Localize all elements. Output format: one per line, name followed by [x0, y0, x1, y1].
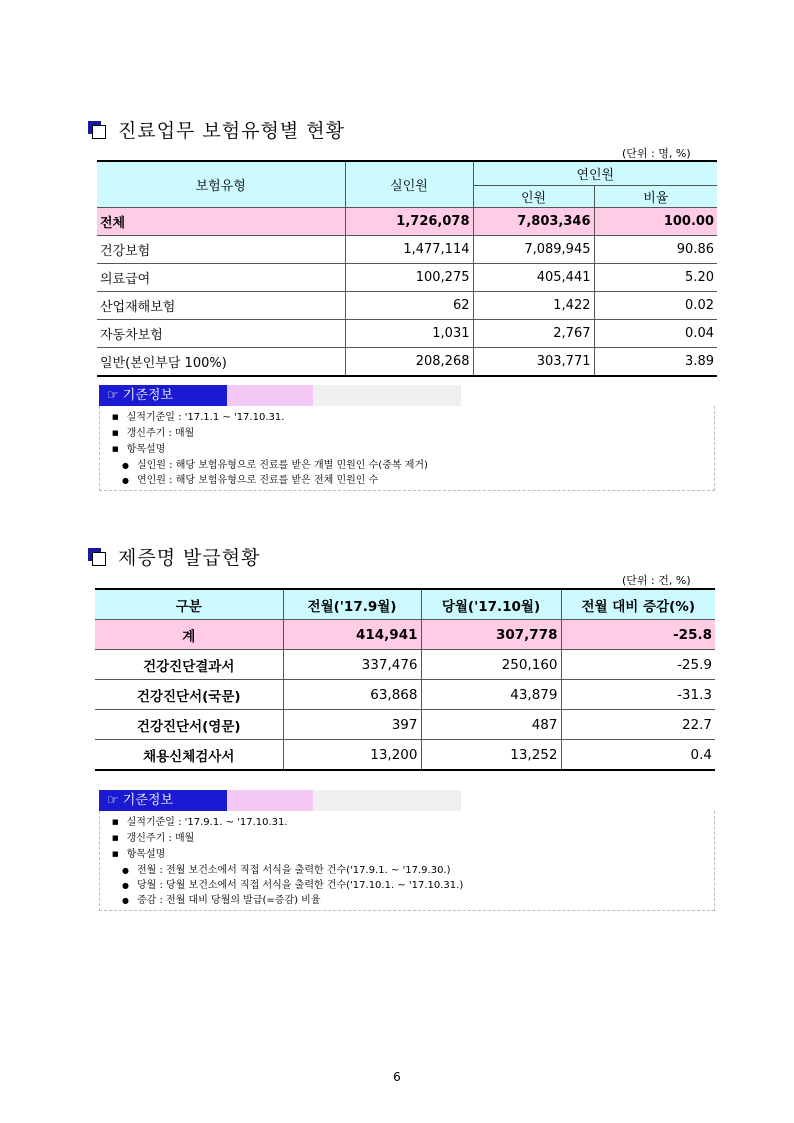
row-curr: 43,879	[421, 680, 561, 710]
section2-info-header	[99, 790, 461, 811]
row-ratio: 0.04	[594, 320, 717, 348]
section1-info-box	[99, 406, 715, 491]
row-change: 0.4	[561, 740, 715, 771]
header-change: 전월 대비 증감(%)	[561, 589, 715, 620]
row-actual: 62	[345, 292, 473, 320]
table-row	[97, 264, 717, 292]
row-change: 22.7	[561, 710, 715, 740]
info-bullet: ● 전월 : 전월 보건소에서 직접 서식을 출력한 건수('17.9.1. ~ '17.9.30.)	[112, 863, 714, 878]
section2-heading	[88, 543, 261, 570]
row-actual: 1,726,078	[345, 208, 473, 236]
section1-heading	[88, 116, 345, 143]
header-category: 구분	[95, 589, 283, 620]
row-type: 건강보험	[97, 236, 345, 264]
section1-info-header	[99, 385, 461, 406]
table-row	[97, 292, 717, 320]
info-bullet: ● 당월 : 당월 보건소에서 직접 서식을 출력한 건수('17.10.1. ~ '17.10.31.)	[112, 878, 714, 893]
table-row	[97, 236, 717, 264]
row-category: 채용신체검사서	[95, 740, 283, 771]
table-row	[95, 740, 715, 771]
info-label: ☞ 기준정보	[99, 385, 227, 406]
row-count: 405,441	[473, 264, 594, 292]
row-prev: 397	[283, 710, 421, 740]
row-actual: 1,031	[345, 320, 473, 348]
header-actual-persons: 실인원	[345, 161, 473, 208]
section2-info-box	[99, 811, 715, 911]
row-ratio: 3.89	[594, 348, 717, 377]
row-prev: 414,941	[283, 620, 421, 650]
section-bullet-icon	[88, 121, 106, 139]
row-category: 계	[95, 620, 283, 650]
row-prev: 63,868	[283, 680, 421, 710]
table-row	[95, 710, 715, 740]
row-type: 산업재해보험	[97, 292, 345, 320]
table-row	[95, 680, 715, 710]
table-row	[95, 650, 715, 680]
row-category: 건강진단서(영문)	[95, 710, 283, 740]
row-actual: 208,268	[345, 348, 473, 377]
section-bullet-icon	[88, 548, 106, 566]
header-curr-month: 당월('17.10월)	[421, 589, 561, 620]
header-prev-month: 전월('17.9월)	[283, 589, 421, 620]
row-ratio: 90.86	[594, 236, 717, 264]
info-bullet: ● 증감 : 전월 대비 당월의 발급(=증감) 비율	[112, 893, 714, 908]
row-change: -25.9	[561, 650, 715, 680]
info-bullet: ● 연인원 : 해당 보험유형으로 진료를 받은 전체 민원인 수	[112, 473, 714, 488]
header-extended-persons: 연인원	[473, 161, 717, 186]
row-ratio: 0.02	[594, 292, 717, 320]
row-actual: 1,477,114	[345, 236, 473, 264]
row-ratio: 100.00	[594, 208, 717, 236]
row-type: 자동차보험	[97, 320, 345, 348]
row-type: 의료급여	[97, 264, 345, 292]
info-line: ■ 항목설명	[112, 847, 714, 863]
row-type: 전체	[97, 208, 345, 236]
row-actual: 100,275	[345, 264, 473, 292]
row-curr: 487	[421, 710, 561, 740]
row-type: 일반(본인부담 100%)	[97, 348, 345, 377]
certificate-table	[95, 588, 715, 771]
info-line: ■ 갱신주기 : 매월	[112, 831, 714, 847]
row-category: 건강진단서(국문)	[95, 680, 283, 710]
header-ratio: 비율	[594, 186, 717, 208]
info-bullet: ● 실인원 : 해당 보험유형으로 진료를 받은 개별 민원인 수(중복 제거)	[112, 458, 714, 473]
row-curr: 13,252	[421, 740, 561, 771]
table-row	[95, 620, 715, 650]
row-change: -25.8	[561, 620, 715, 650]
row-count: 7,803,346	[473, 208, 594, 236]
table-row	[97, 348, 717, 377]
header-insurance-type: 보험유형	[97, 161, 345, 208]
section2-unit: (단위 : 건, %)	[622, 574, 691, 587]
row-count: 1,422	[473, 292, 594, 320]
info-line: ■ 항목설명	[112, 442, 714, 458]
info-line: ■ 갱신주기 : 매월	[112, 426, 714, 442]
row-category: 건강진단결과서	[95, 650, 283, 680]
info-line: ■ 실적기준일 : '17.9.1. ~ '17.10.31.	[112, 815, 714, 831]
section1-unit: (단위 : 명, %)	[622, 147, 691, 160]
row-count: 303,771	[473, 348, 594, 377]
row-prev: 337,476	[283, 650, 421, 680]
section2-title: 제증명 발급현황	[118, 547, 261, 569]
row-ratio: 5.20	[594, 264, 717, 292]
row-curr: 250,160	[421, 650, 561, 680]
row-change: -31.3	[561, 680, 715, 710]
info-label: ☞ 기준정보	[99, 790, 227, 811]
info-line: ■ 실적기준일 : '17.1.1 ~ '17.10.31.	[112, 410, 714, 426]
header-count: 인원	[473, 186, 594, 208]
page-number: 6	[393, 1070, 401, 1084]
table-row	[97, 208, 717, 236]
row-count: 2,767	[473, 320, 594, 348]
section1-title: 진료업무 보험유형별 현황	[118, 120, 345, 142]
row-prev: 13,200	[283, 740, 421, 771]
table-row	[97, 320, 717, 348]
insurance-type-table	[97, 160, 717, 377]
row-count: 7,089,945	[473, 236, 594, 264]
row-curr: 307,778	[421, 620, 561, 650]
